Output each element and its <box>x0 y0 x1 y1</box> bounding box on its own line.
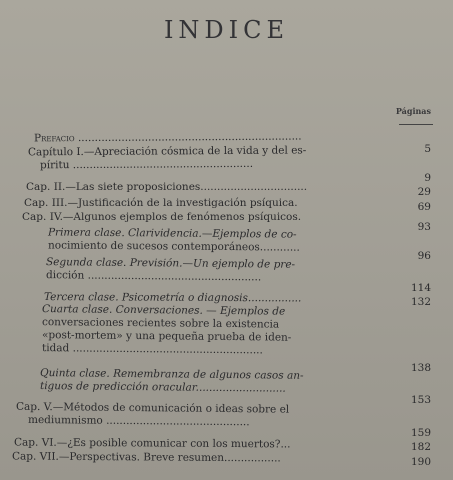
toc-entry-text: conversaciones recientes sobre la existencia <box>41 316 280 331</box>
toc-page-number: 182 <box>410 441 431 453</box>
toc-page-number: 5 <box>424 143 431 155</box>
toc-entry-text: Capítulo I.—Apreciación cósmica de la vida y del es- <box>27 144 307 159</box>
toc-entry-text: Segunda clase. Previsión.—Un ejemplo de pre- <box>45 256 296 271</box>
page-title: INDICE <box>163 16 290 44</box>
toc-entry-text: mediumnismo ........................................... <box>27 413 250 429</box>
toc-entry-text: «post-mortem» y una pequeña prueba de iden- <box>41 329 292 344</box>
toc-entry-text: Cuarta clase. Conversaciones. — Ejemplos de <box>41 303 286 318</box>
toc-page-number: 190 <box>410 456 431 468</box>
toc-entry-text: Prefacio ................................................................... <box>33 130 302 145</box>
toc-entry-text: Cap. IV.—Algunos ejemplos de fenómenos psíquicos. <box>22 211 302 223</box>
toc-entry-text: Quinta clase. Remembranza de algunos casos an- <box>39 367 304 382</box>
toc-page-number: 96 <box>417 250 431 262</box>
toc-page-number: 159 <box>410 427 431 439</box>
toc-page-number: 93 <box>417 221 431 233</box>
pages-column-header: Páginas <box>395 106 431 116</box>
toc-entry-text: Cap. VII.—Perspectivas. Breve resumen................. <box>11 450 281 465</box>
toc-page-number: 114 <box>410 282 431 294</box>
toc-entry-text: Tercera clase. Psicometría o diagnosis................ <box>43 291 302 305</box>
header-rule <box>399 124 433 125</box>
toc-page-number: 9 <box>424 172 431 184</box>
toc-page-number: 69 <box>417 201 431 213</box>
toc-page-number: 132 <box>410 296 431 308</box>
toc-entry-text: Cap. VI.—¿Es posible comunicar con los muertos?... <box>13 436 291 451</box>
toc-entry-text: dicción .................................................... <box>45 269 262 284</box>
toc-entry-text: tiguos de predicción oracular........................... <box>39 380 286 395</box>
toc-entry-text: Cap. V.—Métodos de comunicación o ideas sobre el <box>15 400 290 416</box>
toc-page-number: 138 <box>410 362 431 374</box>
toc-entry-text: Cap. II.—Las siete proposiciones................................ <box>26 181 308 193</box>
toc-entry-text: Cap. III.—Justificación de la investigación psíquica. <box>24 197 298 209</box>
toc-entry-text: Primera clase. Clarividencia.—Ejemplos de co- <box>47 226 297 241</box>
toc-page-number: 153 <box>410 394 431 406</box>
toc-entry-text: tidad ......................................................... <box>41 342 263 357</box>
toc-entry-text: píritu ...................................................... <box>39 157 254 172</box>
toc-page-number: 29 <box>417 186 431 198</box>
toc-entry-text: nocimiento de sucesos contemporáneos............ <box>47 239 300 254</box>
